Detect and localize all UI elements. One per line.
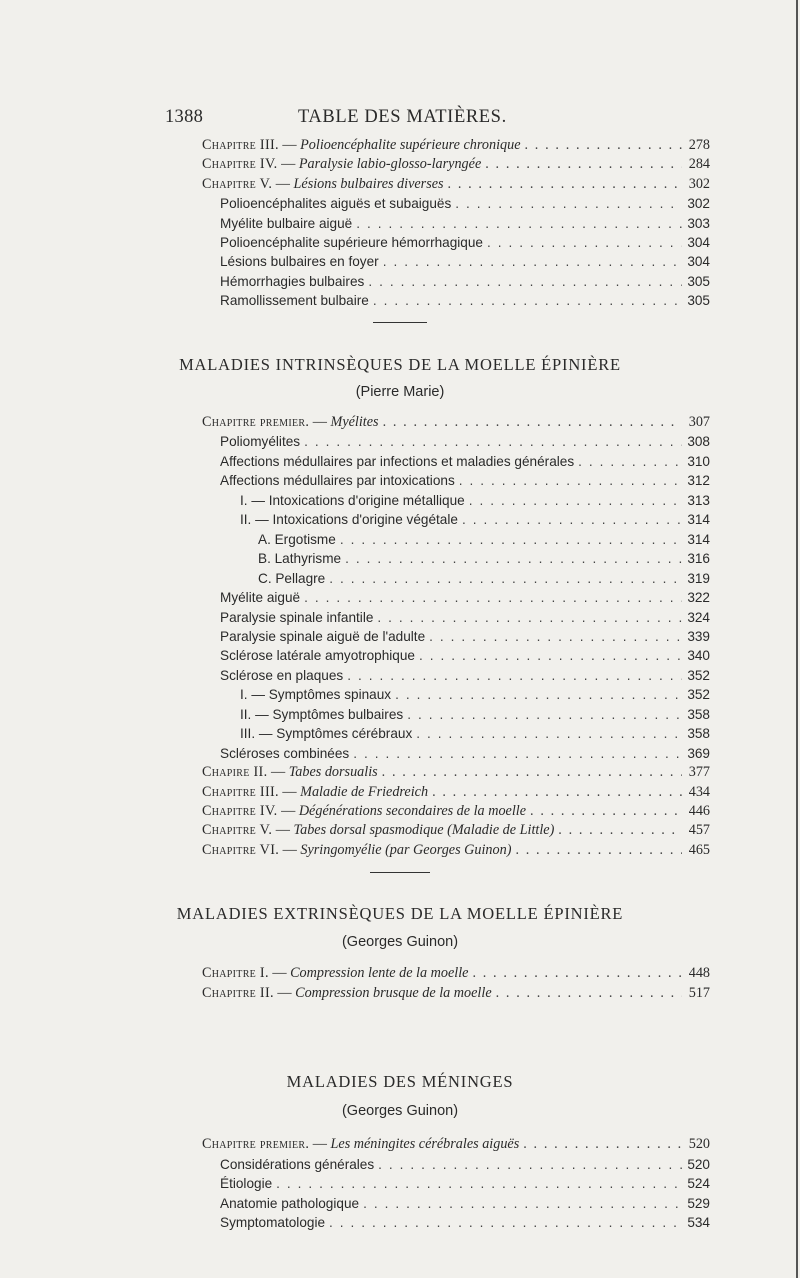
toc-entry [220,452,710,471]
toc-chapter-entry [202,175,710,194]
section-heading-intrinsic: MALADIES INTRINSÈQUES DE LA MOELLE ÉPINIÈRE [179,355,621,374]
toc-entry-label [202,136,521,155]
section-heading-meninges: MALADIES DES MÉNINGES [286,1072,514,1091]
chapter-number: Chapitre III. [202,137,279,153]
dot-leader [304,432,682,451]
page-reference: 529 [687,1195,710,1211]
page-reference: 308 [687,434,710,450]
dot-leader [487,233,682,252]
dash: — [273,984,296,1001]
chapter-title: Tabes dorsualis [288,764,378,781]
chapter-title: Paralysie labio-glosso-laryngée [298,156,482,173]
page-reference: 520 [688,1136,710,1152]
chapter-number: Chapitre premier. [202,1136,310,1152]
dash: — [278,137,301,153]
toc-chapter-entry [202,783,710,802]
toc-chapter-entry [202,802,710,821]
page-reference: 457 [688,822,710,839]
section-author-meninges: (Georges Guinon) [341,1103,459,1119]
dot-leader [496,984,682,1003]
toc-entry [220,214,710,233]
page-reference: 446 [688,803,710,819]
dash: — [309,414,331,430]
dot-leader [459,471,682,490]
toc-entry [220,194,710,213]
toc-entry-label: Hémorrhagies bulbaires [220,273,365,289]
page-reference: 524 [687,1176,710,1191]
toc-entry [220,646,710,665]
page-reference: 434 [688,783,710,800]
toc-chapter-entry [202,413,710,432]
page-reference: 465 [688,841,710,858]
dash: — [279,841,301,858]
dash: — [268,965,291,981]
chapter-number: Chapitre premier. [202,414,310,430]
dot-leader [432,783,682,802]
chapter-number: Chapitre V. [202,822,273,839]
page-reference: 340 [687,648,710,664]
page-reference: 377 [688,764,710,781]
section-divider [373,322,427,323]
toc-entry-label: Myélite aiguë [220,590,301,606]
dot-leader [416,724,682,743]
dot-leader [329,569,682,588]
dot-leader [523,1135,682,1154]
toc-entry [220,1213,710,1232]
toc-entry-label [202,413,379,432]
page-reference: 314 [687,512,710,528]
chapter-title: Polioencéphalite supérieure chronique [300,137,521,153]
dash: — [278,783,301,800]
page-number: 1388 [165,107,204,127]
dot-leader [377,608,682,627]
page-reference: 278 [688,137,710,153]
toc-entry [220,272,710,291]
toc-entry [220,627,710,646]
toc-entry-label: C. Pellagre [258,570,326,586]
chapter-number: Chapitre IV. [202,156,278,173]
page-reference: 305 [687,273,710,289]
toc-chapter-entry [202,1135,710,1154]
toc-entry [220,588,710,607]
dot-leader [515,841,682,860]
dot-leader [347,666,682,685]
page-reference: 534 [687,1215,710,1230]
dot-leader [363,1194,682,1213]
chapter-number: Chapitre VI. [202,841,280,858]
chapter-number: Chapitre II. [202,984,274,1001]
dot-leader [373,291,682,310]
chapter-title: Myélites [330,414,379,430]
dot-leader [455,194,682,213]
toc-entry [240,491,710,510]
toc-entry [220,1194,710,1213]
toc-entry-label [202,821,554,840]
dot-leader [356,214,682,233]
toc-entry [220,608,710,627]
toc-entry-label: A. Ergotisme [258,531,336,547]
chapter-title: Les méningites cérébrales aiguës [330,1136,520,1152]
dot-leader [395,685,682,704]
chapter-title: Dégénérations secondaires de la moelle [298,803,527,819]
toc-entry-label: Scléroses combinées [220,745,350,761]
dot-leader [378,1155,682,1174]
toc-chapter-entry [202,841,710,860]
toc-entry-label: Anatomie pathologique [220,1195,360,1211]
toc-entry-label [202,841,511,860]
toc-entry [220,471,710,490]
section-author-intrinsic: (Pierre Marie) [355,384,445,400]
section-divider [370,872,430,873]
page-reference: 313 [687,492,710,508]
toc-entry-label [202,964,468,983]
toc-entry-label: Affections médullaires par intoxications [220,473,455,489]
dot-leader [368,272,682,291]
toc-entry-label: Paralysie spinale infantile [220,609,374,625]
section-author-extrinsic: (Georges Guinon) [341,934,459,950]
toc-chapter-entry [202,763,710,782]
dot-leader [429,627,682,646]
toc-entry-label: II. — Intoxications d'origine végétale [240,512,458,528]
dot-leader [304,588,682,607]
page-reference: 304 [687,235,710,250]
toc-entry-label: Ramollissement bulbaire [220,293,369,309]
toc-entry-label: Étiologie [220,1176,273,1191]
page-reference: 339 [687,628,710,644]
page-reference: 302 [687,196,710,212]
toc-chapter-entry [202,136,710,155]
toc-entry-label: Poliomyélites [220,434,301,450]
toc-entry-label: Myélite bulbaire aiguë [220,215,353,231]
toc-entry-label: Considérations générales [220,1156,375,1172]
toc-entry [240,705,710,724]
toc-entry [220,1155,710,1174]
toc-entry-label [202,984,492,1003]
toc-entry-label [202,783,428,802]
toc-entry-label: Symptomatologie [220,1215,326,1230]
toc-entry-label: I. — Intoxications d'origine métallique [240,492,465,508]
running-title: TABLE DES MATIÈRES. [298,107,507,127]
page-header [0,107,800,131]
toc-entry [240,685,710,704]
dot-leader [276,1174,682,1193]
page-reference: 517 [688,984,710,1001]
dash: — [277,803,299,819]
page-reference: 352 [687,687,710,703]
page-reference: 352 [687,667,710,683]
toc-chapter-entry [202,821,710,840]
toc-entry-label: III. — Symptômes cérébraux [240,726,413,742]
section-heading-extrinsic: MALADIES EXTRINSÈQUES DE LA MOELLE ÉPINIÈRE [176,904,624,923]
dot-leader [407,705,682,724]
toc-entry-label: Paralysie spinale aiguë de l'adulte [220,628,426,644]
toc-entry [220,252,710,271]
page-reference: 324 [687,609,710,625]
dot-leader [448,175,682,194]
chapter-number: Chapitre I. [202,965,269,981]
toc-entry [220,744,710,763]
toc-entry-label [202,175,444,194]
dot-leader [530,802,682,821]
toc-entry-label [202,802,526,821]
toc-entry-label: Polioencéphalites aiguës et subaiguës [220,196,452,212]
chapter-title: Compression lente de la moelle [290,965,469,981]
page-reference: 358 [687,706,710,722]
toc-entry [258,549,710,568]
toc-entry-label [202,155,481,174]
toc-entry [258,569,710,588]
chapter-title: Compression brusque de la moelle [295,984,492,1001]
page-reference: 316 [687,551,710,567]
toc-chapter-entry [202,155,710,174]
dot-leader [462,510,682,529]
chapter-number: Chapitre III. [202,783,279,800]
page-reference: 448 [688,965,710,981]
page-reference: 322 [687,590,710,606]
dot-leader [578,452,682,471]
page-reference: 314 [687,531,710,547]
page-reference: 310 [687,453,710,469]
toc-chapter-entry [202,984,710,1003]
dash: — [277,156,299,173]
dot-leader [353,744,682,763]
page-reference: 305 [687,293,710,309]
toc-entry [220,233,710,252]
page-reference: 319 [687,570,710,586]
toc-entry [240,510,710,529]
page-reference: 304 [687,254,710,270]
toc-entry [220,432,710,451]
dot-leader [383,252,682,271]
toc-entry-label [202,763,378,782]
dot-leader [469,491,682,510]
dot-leader [525,136,682,155]
page-reference: 284 [688,156,710,173]
chapter-title: Lésions bulbaires diverses [293,175,444,192]
chapter-number: Chapire II. [202,764,268,781]
toc-entry-label: B. Lathyrisme [258,551,342,567]
page-reference: 302 [688,175,710,192]
toc-entry [258,530,710,549]
toc-chapter-entry [202,964,710,983]
chapter-number: Chapitre IV. [202,803,278,819]
page-reference: 307 [688,414,710,430]
chapter-title: Syringomyélie (par Georges Guinon) [300,841,512,858]
toc-entry [220,666,710,685]
dash: — [267,764,289,781]
toc-entry [220,1174,710,1193]
dot-leader [382,763,682,782]
dot-leader [419,646,682,665]
chapter-number: Chapitre V. [202,175,273,192]
chapter-title: Tabes dorsal spasmodique (Maladie de Little) [293,822,555,839]
page-reference: 358 [687,726,710,742]
dot-leader [485,155,682,174]
dash: — [309,1136,331,1152]
toc-entry-label: I. — Symptômes spinaux [240,687,392,703]
page-reference: 520 [687,1156,710,1172]
toc-entry-label: Sclérose latérale amyotrophique [220,648,415,664]
dot-leader [472,964,682,983]
dot-leader [329,1213,682,1232]
page-reference: 303 [687,215,710,231]
dot-leader [383,413,682,432]
toc-entry-label: Affections médullaires par infections et maladies générales [220,453,575,469]
toc-entry [240,724,710,743]
toc-entry-label: Sclérose en plaques [220,667,344,683]
toc-entry-label [202,1135,519,1154]
toc-entry-label: II. — Symptômes bulbaires [240,706,404,722]
chapter-title: Maladie de Friedreich [300,783,429,800]
dot-leader [340,530,682,549]
dot-leader [345,549,682,568]
dot-leader [558,821,682,840]
page-reference: 369 [687,745,710,761]
dash: — [272,175,294,192]
toc-entry [220,291,710,310]
dash: — [272,822,294,839]
page-reference: 312 [687,473,710,489]
toc-entry-label: Polioencéphalite supérieure hémorrhagique [220,235,483,250]
toc-entry-label: Lésions bulbaires en foyer [220,254,379,270]
